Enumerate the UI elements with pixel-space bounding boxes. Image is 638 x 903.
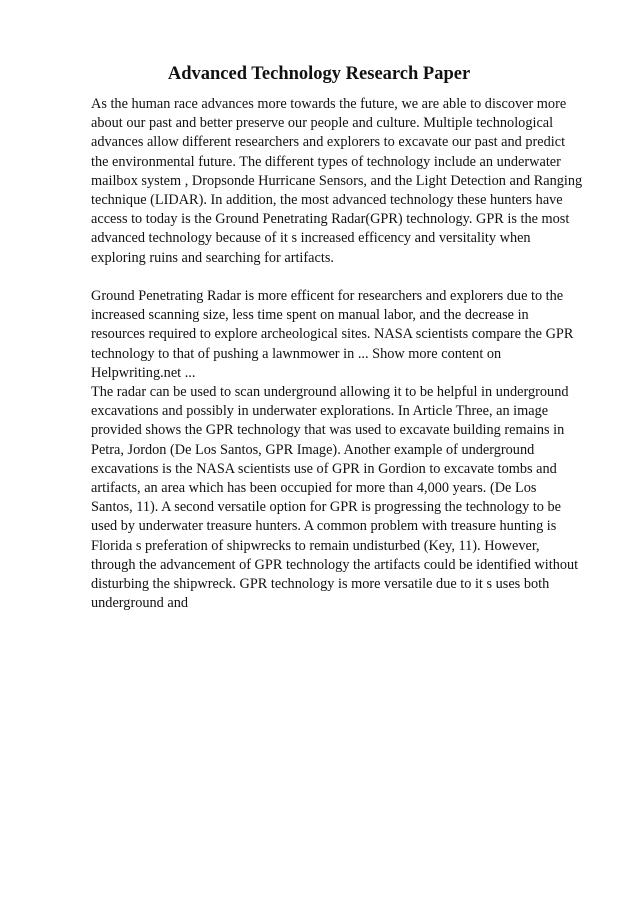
text-line: exploring ruins and searching for artifacts. xyxy=(91,249,334,266)
text-line: disturbing the shipwreck. GPR technology is more versatile due to it s uses both xyxy=(91,576,550,593)
text-line: excavations is the NASA scientists use of GPR in Gordion to excavate tombs and xyxy=(91,460,557,477)
text-line: Santos, 11). A second versatile option for GPR is progressing the technology to be xyxy=(91,499,562,516)
text-line: artifacts, an area which has been occupied for more than 4,000 years. (De Los xyxy=(91,480,537,497)
text-line: Petra, Jordon (De Los Santos, GPR Image). Another example of underground xyxy=(91,441,535,458)
page-title: Advanced Technology Research Paper xyxy=(167,64,471,84)
text-line: excavations and possibly in underwater explorations. In Article Three, an image xyxy=(91,403,549,420)
text-line: access to today is the Ground Penetrating Radar(GPR) technology. GPR is the most xyxy=(91,211,570,228)
text-line: technique (LIDAR). In addition, the most advanced technology these hunters have xyxy=(91,192,563,209)
text-line: Helpwriting.net ... xyxy=(91,364,196,381)
text-line: resources required to explore archeological sites. NASA scientists compare the GPR xyxy=(91,326,574,343)
text-line: through the advancement of GPR technology the artifacts could be identified without xyxy=(91,556,579,573)
text-line: mailbox system , Dropsonde Hurricane Sensors, and the Light Detection and Ranging xyxy=(91,172,583,189)
text-line: The radar can be used to scan underground allowing it to be helpful in underground xyxy=(91,384,569,401)
paragraph-2 xyxy=(91,287,591,383)
text-line: used by underwater treasure hunters. A common problem with treasure hunting is xyxy=(91,518,557,535)
text-line: the environmental future. The different types of technology include an underwater xyxy=(91,153,561,170)
text-line: underground and xyxy=(91,595,189,612)
text-line: advances allow different researchers and explorers to excavate our past and predict xyxy=(91,134,566,151)
text-line: increased scanning size, less time spent on manual labor, and the decrease in xyxy=(91,307,529,324)
document-body xyxy=(91,95,591,613)
text-line: provided shows the GPR technology that was used to excavate building remains in xyxy=(91,422,565,439)
paragraph-3 xyxy=(91,383,591,613)
text-line: technology to that of pushing a lawnmower in ... Show more content on xyxy=(91,345,502,362)
paragraph-1 xyxy=(91,95,591,268)
text-line: Ground Penetrating Radar is more efficent for researchers and explorers due to the xyxy=(91,288,564,305)
text-line: As the human race advances more towards the future, we are able to discover more xyxy=(91,96,567,112)
text-line: Florida s preferation of shipwrecks to remain undisturbed (Key, 11). However, xyxy=(91,537,540,554)
text-line: about our past and better preserve our people and culture. Multiple technological xyxy=(91,115,554,132)
text-line: advanced technology because of it s increased efficency and versitality when xyxy=(91,230,531,247)
